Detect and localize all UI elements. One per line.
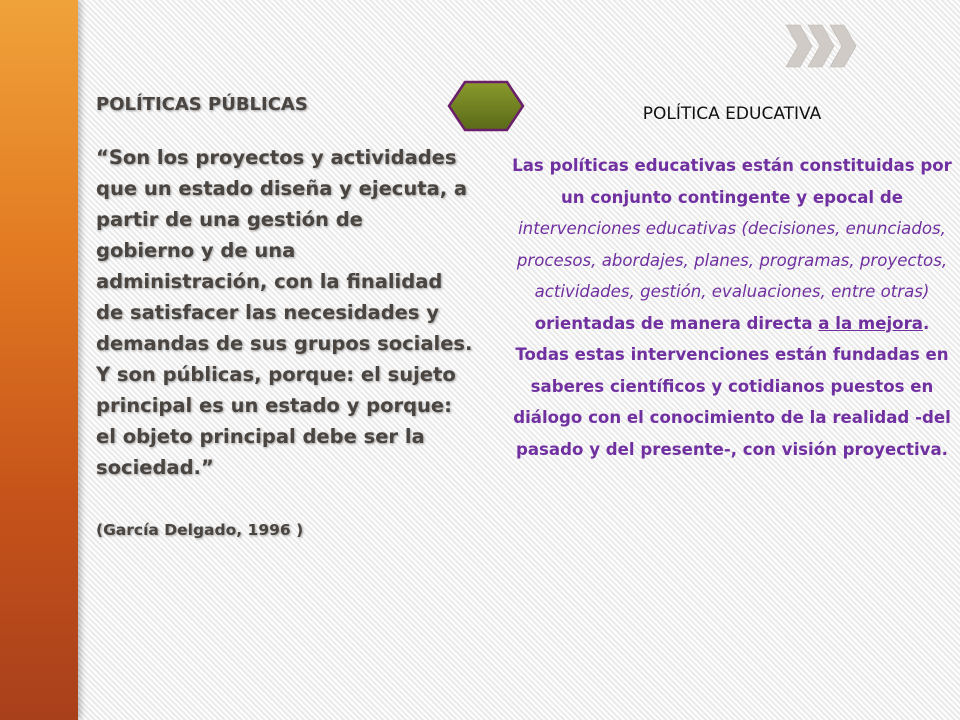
body-text-paragraph-2: Todas estas intervenciones están fundadas en saberes científicos y cotidianos puestos en diálogo con el conocimiento de la realidad -del pasado y del presente-, con visión proyectiva. bbox=[513, 345, 951, 459]
quote-line: de satisfacer las necesidades y bbox=[96, 301, 440, 324]
quote-line: Y son públicas, porque: el sujeto bbox=[96, 363, 456, 386]
quote-line: “Son los proyectos y actividades bbox=[96, 146, 457, 169]
body-text-part: orientadas de manera directa bbox=[534, 313, 813, 333]
politica-educativa-text bbox=[504, 150, 960, 465]
quote-line: principal es un estado y porque: bbox=[96, 394, 452, 417]
body-text-part: . bbox=[922, 313, 930, 333]
quote-line: demandas de sus grupos sociales. bbox=[96, 332, 473, 355]
politicas-publicas-panel bbox=[96, 94, 481, 539]
orange-side-bar bbox=[0, 0, 78, 720]
body-text-part: Las políticas educativas están constituidas por un conjunto contingente y epocal de bbox=[512, 156, 952, 207]
quote-line: sociedad.” bbox=[96, 456, 214, 479]
body-text-italic: intervenciones educativas (decisiones, enunciados, procesos, abordajes, planes, programas, proyectos, actividades, gestión, evaluaciones, entre otras) bbox=[516, 219, 948, 301]
quote-line: gobierno y de una bbox=[96, 239, 296, 262]
quote-line: que un estado diseña y ejecuta, a bbox=[96, 177, 468, 200]
triple-chevron-icon bbox=[784, 22, 858, 70]
underlined-phrase: a la mejora bbox=[818, 313, 923, 333]
right-title: POLÍTICA EDUCATIVA bbox=[642, 104, 822, 124]
left-title: POLÍTICAS PÚBLICAS bbox=[96, 94, 308, 115]
politica-educativa-panel bbox=[504, 104, 960, 465]
quote-line: partir de una gestión de bbox=[96, 208, 363, 231]
quote-line: el objeto principal debe ser la bbox=[96, 425, 425, 448]
citation: (García Delgado, 1996 ) bbox=[96, 521, 304, 539]
definition-quote bbox=[96, 142, 481, 483]
quote-line: administración, con la finalidad bbox=[96, 270, 443, 293]
